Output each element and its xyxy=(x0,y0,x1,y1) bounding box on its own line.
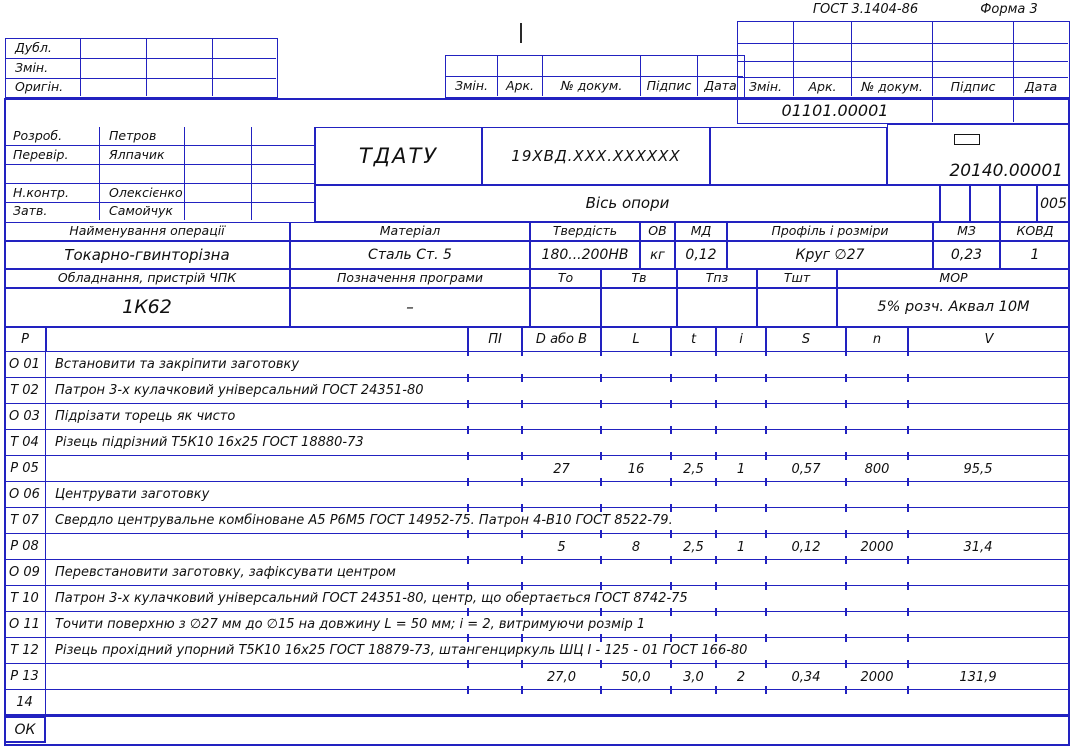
title-small-cell xyxy=(1000,185,1037,222)
sig-cell xyxy=(185,184,252,203)
op-label: МД xyxy=(675,222,727,241)
column-tick xyxy=(521,686,523,694)
column-tick xyxy=(765,348,767,356)
value-s: 0,12 xyxy=(791,539,821,555)
row-label: О 11 xyxy=(4,612,46,638)
sig-cell xyxy=(185,165,252,184)
row-text: Точити поверхню з ∅27 мм до ∅15 на довжину L = 50 мм; і = 2, витримуючи розмір 1 xyxy=(46,612,1070,638)
column-tick xyxy=(467,686,469,694)
column-tick xyxy=(845,478,847,486)
rev-col-header: Дата xyxy=(704,78,737,94)
column-tick xyxy=(521,452,523,460)
column-tick xyxy=(715,426,717,434)
column-tick xyxy=(715,504,717,512)
column-tick xyxy=(467,608,469,616)
column-tick xyxy=(765,400,767,408)
column-tick xyxy=(845,452,847,460)
column-tick xyxy=(670,348,672,356)
column-tick xyxy=(845,530,847,538)
column-tick xyxy=(670,478,672,486)
document-kind-symbol xyxy=(954,134,980,145)
column-tick xyxy=(521,504,523,512)
column-tick xyxy=(907,556,909,564)
value-l: 16 xyxy=(627,461,645,477)
column-tick xyxy=(521,608,523,616)
rev-col-header: Арк. xyxy=(794,78,852,96)
column-tick xyxy=(670,452,672,460)
rev-cell xyxy=(1014,62,1068,78)
op-label: МОР xyxy=(837,269,1070,288)
form-number-ref: Форма 3 xyxy=(980,2,1038,17)
op-label: Позначення програми xyxy=(290,269,530,288)
rev-col-header: Підпис xyxy=(933,78,1014,96)
row-label: О 06 xyxy=(4,482,46,508)
column-tick xyxy=(600,686,602,694)
col-header-pi: ПІ xyxy=(468,327,522,352)
column-tick xyxy=(521,582,523,590)
sig-cell xyxy=(252,184,315,203)
op-label: Обладнання, пристрій ЧПК xyxy=(4,269,290,288)
sig-role: Н.контр. xyxy=(4,184,100,203)
copy-row-label: Змін. xyxy=(6,59,81,79)
column-tick xyxy=(907,582,909,590)
column-tick xyxy=(715,582,717,590)
column-tick xyxy=(467,530,469,538)
row-text: Підрізати торець як чисто xyxy=(46,404,1070,430)
column-tick xyxy=(670,608,672,616)
column-tick xyxy=(600,634,602,642)
column-tick xyxy=(670,530,672,538)
doc-number-main: 20140.00001 xyxy=(949,161,1063,181)
value-d: 5 xyxy=(557,539,566,555)
value-t: 3,0 xyxy=(683,669,704,685)
column-tick xyxy=(600,660,602,668)
column-tick xyxy=(600,530,602,538)
value-t: 2,5 xyxy=(683,461,704,477)
column-tick xyxy=(467,348,469,356)
column-tick xyxy=(670,374,672,382)
blank-mass-value: 0,23 xyxy=(933,241,1000,269)
column-tick xyxy=(907,634,909,642)
time-cell xyxy=(677,288,757,327)
copy-cell xyxy=(81,59,147,79)
program-value: – xyxy=(290,288,530,327)
sig-role: Затв. xyxy=(4,203,100,220)
column-tick xyxy=(467,582,469,590)
copy-block xyxy=(5,38,278,98)
col-header-p: Р xyxy=(4,327,46,352)
column-tick xyxy=(765,634,767,642)
row-label: О 09 xyxy=(4,560,46,586)
op-label: КОВД xyxy=(1000,222,1070,241)
op-label: То xyxy=(530,269,601,288)
column-tick xyxy=(467,452,469,460)
sig-cell xyxy=(252,127,315,146)
time-cell xyxy=(601,288,677,327)
copy-row-label: Дубл. xyxy=(6,39,81,59)
column-tick xyxy=(670,582,672,590)
rev-cell xyxy=(933,44,1014,62)
rev-cell xyxy=(852,22,933,44)
rev-col-header: Підпис xyxy=(641,77,698,96)
op-label: Тпз xyxy=(677,269,757,288)
value-v: 31,4 xyxy=(963,539,993,555)
row-text: Встановити та закріпити заготовку xyxy=(46,352,1070,378)
material-value: Сталь Ст. 5 xyxy=(290,241,530,269)
revision-block-mid xyxy=(445,55,745,98)
column-tick xyxy=(467,478,469,486)
sig-name: Олексієнко xyxy=(100,184,185,203)
value-l: 50,0 xyxy=(621,669,651,685)
op-label: Найменування операції xyxy=(4,222,290,241)
rev-col-header: Змін. xyxy=(738,78,794,96)
sig-cell xyxy=(185,127,252,146)
title-small-cell xyxy=(970,185,1000,222)
column-tick xyxy=(907,452,909,460)
value-d: 27 xyxy=(553,461,570,477)
column-tick xyxy=(715,400,717,408)
column-tick xyxy=(521,348,523,356)
rev-col-header: Дата xyxy=(1024,78,1058,94)
value-i: 2 xyxy=(736,669,746,685)
column-tick xyxy=(600,478,602,486)
op-label: Тшт xyxy=(757,269,837,288)
column-tick xyxy=(845,400,847,408)
column-tick xyxy=(845,426,847,434)
doc-number-cell xyxy=(933,99,1014,122)
column-tick xyxy=(765,478,767,486)
row-label: Т 07 xyxy=(4,508,46,534)
rev-cell xyxy=(446,56,498,77)
op-label: Твердість xyxy=(530,222,640,241)
empty-title-cell xyxy=(710,127,887,185)
column-tick xyxy=(765,556,767,564)
row-text xyxy=(46,690,1070,714)
column-tick xyxy=(521,478,523,486)
op-label: Тв xyxy=(601,269,677,288)
column-tick xyxy=(907,348,909,356)
copy-cell xyxy=(147,59,213,79)
col-header-d: D або В xyxy=(522,327,601,352)
column-tick xyxy=(765,582,767,590)
value-n: 2000 xyxy=(860,539,894,555)
column-tick xyxy=(600,452,602,460)
value-v: 95,5 xyxy=(963,461,993,477)
column-tick xyxy=(907,426,909,434)
rev-cell xyxy=(738,44,794,62)
column-tick xyxy=(467,556,469,564)
rev-cell xyxy=(933,22,1014,44)
copy-cell xyxy=(213,39,276,59)
row-text: Перевстановити заготовку, зафіксувати центром xyxy=(46,560,1070,586)
column-tick xyxy=(715,686,717,694)
revision-block-right xyxy=(737,21,1070,98)
column-tick xyxy=(467,504,469,512)
column-tick xyxy=(670,400,672,408)
column-tick xyxy=(521,400,523,408)
sig-cell xyxy=(185,203,252,220)
column-tick xyxy=(715,634,717,642)
column-tick xyxy=(715,660,717,668)
column-tick xyxy=(845,348,847,356)
organization-cell: ТДАТУ xyxy=(315,127,482,185)
copy-row-label: Оригін. xyxy=(6,79,81,96)
col-header-text xyxy=(46,327,468,352)
copy-cell xyxy=(81,39,147,59)
operation-name: Токарно-гвинторізна xyxy=(4,241,290,269)
time-cell xyxy=(757,288,837,327)
copy-cell xyxy=(81,79,147,96)
column-tick xyxy=(521,374,523,382)
fold-mark xyxy=(520,23,522,43)
row-text: Різець прохідний упорний Т5К10 16х25 ГОСТ 18879-73, штангенциркуль ШЦ І - 125 - 01 ГОСТ 166-80 xyxy=(46,638,1070,664)
value-d: 27,0 xyxy=(547,669,576,685)
drawing-code-cell: 19ХВД.ХХХ.ХХХХХХ xyxy=(482,127,710,185)
rev-cell xyxy=(1014,22,1068,44)
rev-cell xyxy=(543,56,641,77)
column-tick xyxy=(600,400,602,408)
op-label: ОВ xyxy=(640,222,675,241)
sig-name: Петров xyxy=(100,127,185,146)
profile-value: Круг ∅27 xyxy=(727,241,933,269)
op-label: Профіль і розміри xyxy=(727,222,933,241)
value-s: 0,34 xyxy=(791,669,821,685)
column-tick xyxy=(845,556,847,564)
rev-cell xyxy=(738,22,794,44)
equipment-value: 1К62 xyxy=(4,288,290,327)
sig-role: Перевір. xyxy=(4,146,100,165)
column-tick xyxy=(845,504,847,512)
rev-cell xyxy=(738,62,794,78)
sheet-code-cell: 005 xyxy=(1037,185,1070,222)
rev-cell xyxy=(1014,44,1068,62)
column-tick xyxy=(467,374,469,382)
gost-standard-ref: ГОСТ 3.1404-86 xyxy=(812,2,919,17)
column-tick xyxy=(765,374,767,382)
column-tick xyxy=(765,504,767,512)
rev-cell xyxy=(852,62,933,78)
column-tick xyxy=(765,452,767,460)
row-text: Центрувати заготовку xyxy=(46,482,1070,508)
doc-number-top-row xyxy=(737,98,1070,124)
column-tick xyxy=(467,634,469,642)
row-text: Різець підрізний Т5К10 16х25 ГОСТ 18880-73 xyxy=(46,430,1070,456)
row-label: Р 08 xyxy=(4,534,46,560)
column-tick xyxy=(845,660,847,668)
row-text: Свердло центрувальне комбіноване А5 Р6М5 ГОСТ 14952-75. Патрон 4-В10 ГОСТ 8522-79. xyxy=(46,508,1070,534)
column-tick xyxy=(521,660,523,668)
column-tick xyxy=(907,504,909,512)
value-n: 800 xyxy=(864,461,890,477)
column-tick xyxy=(845,582,847,590)
unit-value: кг xyxy=(640,241,675,269)
column-tick xyxy=(907,530,909,538)
sig-role: Розроб. xyxy=(4,127,100,146)
col-header-n: n xyxy=(846,327,908,352)
value-n: 2000 xyxy=(860,669,894,685)
column-tick xyxy=(715,478,717,486)
sig-cell xyxy=(252,146,315,165)
column-tick xyxy=(907,686,909,694)
part-mass-value: 0,12 xyxy=(675,241,727,269)
column-tick xyxy=(907,608,909,616)
column-tick xyxy=(600,348,602,356)
value-v: 131,9 xyxy=(959,669,997,685)
row-label: Т 10 xyxy=(4,586,46,612)
column-tick xyxy=(765,660,767,668)
column-tick xyxy=(600,374,602,382)
doc-number-block xyxy=(887,124,1070,185)
value-i: 1 xyxy=(736,461,746,477)
row-label: 14 xyxy=(4,690,46,714)
column-tick xyxy=(715,530,717,538)
value-i: 1 xyxy=(736,539,746,555)
value-s: 0,57 xyxy=(791,461,821,477)
column-tick xyxy=(600,556,602,564)
column-tick xyxy=(600,608,602,616)
rev-col-header: Змін. xyxy=(446,77,498,96)
coolant-value: 5% розч. Аквал 10М xyxy=(837,288,1070,327)
column-tick xyxy=(670,556,672,564)
column-tick xyxy=(600,504,602,512)
column-tick xyxy=(907,374,909,382)
row-label: Р 13 xyxy=(4,664,46,690)
part-name-cell: Вісь опори xyxy=(315,185,940,222)
column-tick xyxy=(600,426,602,434)
op-label: МЗ xyxy=(933,222,1000,241)
row-label: О 01 xyxy=(4,352,46,378)
rev-col-header: Арк. xyxy=(498,77,543,96)
kovd-value: 1 xyxy=(1000,241,1070,269)
row-label: О 03 xyxy=(4,404,46,430)
sig-cell xyxy=(185,146,252,165)
col-header-l: L xyxy=(601,327,671,352)
sig-name: Самойчук xyxy=(100,203,185,220)
sig-role xyxy=(4,165,100,184)
time-cell xyxy=(530,288,601,327)
col-header-t: t xyxy=(671,327,716,352)
rev-cell xyxy=(794,62,852,78)
column-tick xyxy=(715,374,717,382)
value-l: 8 xyxy=(631,539,641,555)
column-tick xyxy=(521,556,523,564)
column-tick xyxy=(670,634,672,642)
column-tick xyxy=(845,608,847,616)
column-tick xyxy=(715,556,717,564)
rev-cell xyxy=(498,56,543,77)
copy-cell xyxy=(213,59,276,79)
column-tick xyxy=(907,660,909,668)
col-header-v: V xyxy=(908,327,1070,352)
column-tick xyxy=(845,374,847,382)
column-tick xyxy=(907,478,909,486)
row-text: Патрон 3-х кулачковий універсальний ГОСТ 24351-80, центр, що обертається ГОСТ 8742-75 xyxy=(46,586,1070,612)
column-tick xyxy=(670,504,672,512)
column-tick xyxy=(765,530,767,538)
hardness-value: 180...200НВ xyxy=(530,241,640,269)
sig-name: Ялпачик xyxy=(100,146,185,165)
column-tick xyxy=(765,608,767,616)
row-text: Патрон 3-х кулачковий універсальний ГОСТ 24351-80 xyxy=(46,378,1070,404)
op-label: Матеріал xyxy=(290,222,530,241)
sig-name xyxy=(100,165,185,184)
column-tick xyxy=(845,686,847,694)
column-tick xyxy=(845,634,847,642)
sig-cell xyxy=(252,165,315,184)
column-tick xyxy=(521,634,523,642)
column-tick xyxy=(670,426,672,434)
rev-cell xyxy=(852,44,933,62)
rev-cell xyxy=(794,44,852,62)
rev-col-header: № докум. xyxy=(852,78,933,96)
column-tick xyxy=(521,426,523,434)
column-tick xyxy=(600,582,602,590)
column-tick xyxy=(765,686,767,694)
column-tick xyxy=(715,348,717,356)
column-tick xyxy=(521,530,523,538)
col-header-i: i xyxy=(716,327,766,352)
title-small-cell xyxy=(940,185,970,222)
doc-number-top: 01101.00001 xyxy=(738,99,933,122)
column-tick xyxy=(467,660,469,668)
column-tick xyxy=(715,608,717,616)
column-tick xyxy=(907,400,909,408)
rev-cell xyxy=(794,22,852,44)
column-tick xyxy=(467,426,469,434)
copy-cell xyxy=(147,79,213,96)
rev-col-header: № докум. xyxy=(543,77,641,96)
row-label: Р 05 xyxy=(4,456,46,482)
column-tick xyxy=(715,452,717,460)
row-label: Т 04 xyxy=(4,430,46,456)
copy-cell xyxy=(147,39,213,59)
column-tick xyxy=(670,686,672,694)
ok-row-body xyxy=(46,716,1070,743)
rev-cell xyxy=(641,56,698,77)
rev-cell xyxy=(933,62,1014,78)
column-tick xyxy=(670,660,672,668)
column-tick xyxy=(467,400,469,408)
row-label: Т 12 xyxy=(4,638,46,664)
col-header-s: S xyxy=(766,327,846,352)
signatures-block xyxy=(4,127,315,222)
column-tick xyxy=(765,426,767,434)
value-t: 2,5 xyxy=(683,539,704,555)
ok-cell: ОК xyxy=(4,716,46,743)
row-label: Т 02 xyxy=(4,378,46,404)
